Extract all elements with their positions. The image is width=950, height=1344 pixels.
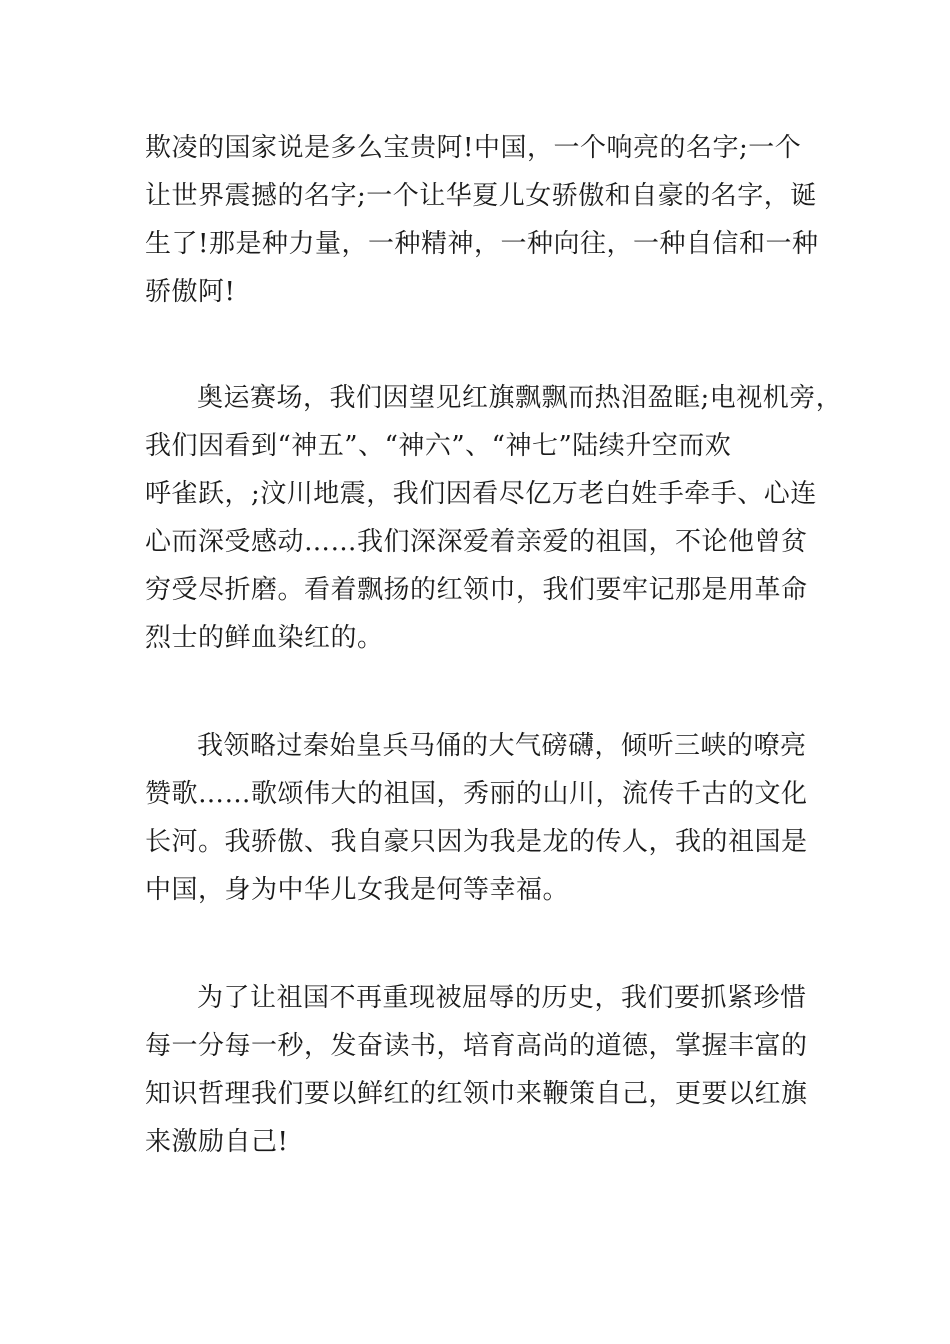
- text-line: 奥运赛场，我们因望见红旗飘飘而热泪盈眶;电视机旁，: [197, 383, 843, 413]
- text-line: 骄傲阿!: [145, 277, 236, 307]
- text-line: 长河。我骄傲、我自豪只因为我是龙的传人，我的祖国是: [145, 827, 808, 857]
- text-line: 我领略过秦始皇兵马俑的大气磅礴，倾听三峡的嘹亮: [197, 731, 807, 761]
- text-line: 我们因看到“神五”、“神六”、“神七”陆续升空而欢: [145, 431, 732, 461]
- text-line: 穷受尽折磨。看着飘扬的红领巾，我们要牢记那是用革命: [145, 575, 808, 605]
- paragraph-2: [145, 374, 843, 662]
- text-line: 让世界震撼的名字;一个让华夏儿女骄傲和自豪的名字，诞: [145, 181, 817, 211]
- text-line: 每一分每一秒，发奋读书，培育高尚的道德，掌握丰富的: [145, 1031, 808, 1061]
- paragraph-1: [145, 124, 819, 316]
- text-line: 烈士的鲜血染红的。: [145, 623, 384, 653]
- text-line: 生了!那是种力量，一种精神，一种向往，一种自信和一种: [145, 229, 819, 259]
- paragraph-3: [145, 722, 815, 914]
- text-line: 赞歌……歌颂伟大的祖国，秀丽的山川，流传千古的文化: [145, 779, 808, 809]
- text-line: 中国，身为中华儿女我是何等幸福。: [145, 875, 570, 905]
- text-line: 呼雀跃，;汶川地震，我们因看尽亿万老白姓手牵手、心连: [145, 479, 817, 509]
- text-line: 知识哲理我们要以鲜红的红领巾来鞭策自己，更要以红旗: [145, 1079, 808, 1109]
- text-line: 来激励自己!: [145, 1127, 289, 1157]
- paragraph-4: [145, 974, 815, 1166]
- text-line: 为了让祖国不再重现被屈辱的历史，我们要抓紧珍惜: [197, 983, 807, 1013]
- text-line: 心而深受感动……我们深深爱着亲爱的祖国，不论他曾贫: [145, 527, 808, 557]
- text-line: 欺凌的国家说是多么宝贵阿!中国，一个响亮的名字;一个: [145, 133, 802, 163]
